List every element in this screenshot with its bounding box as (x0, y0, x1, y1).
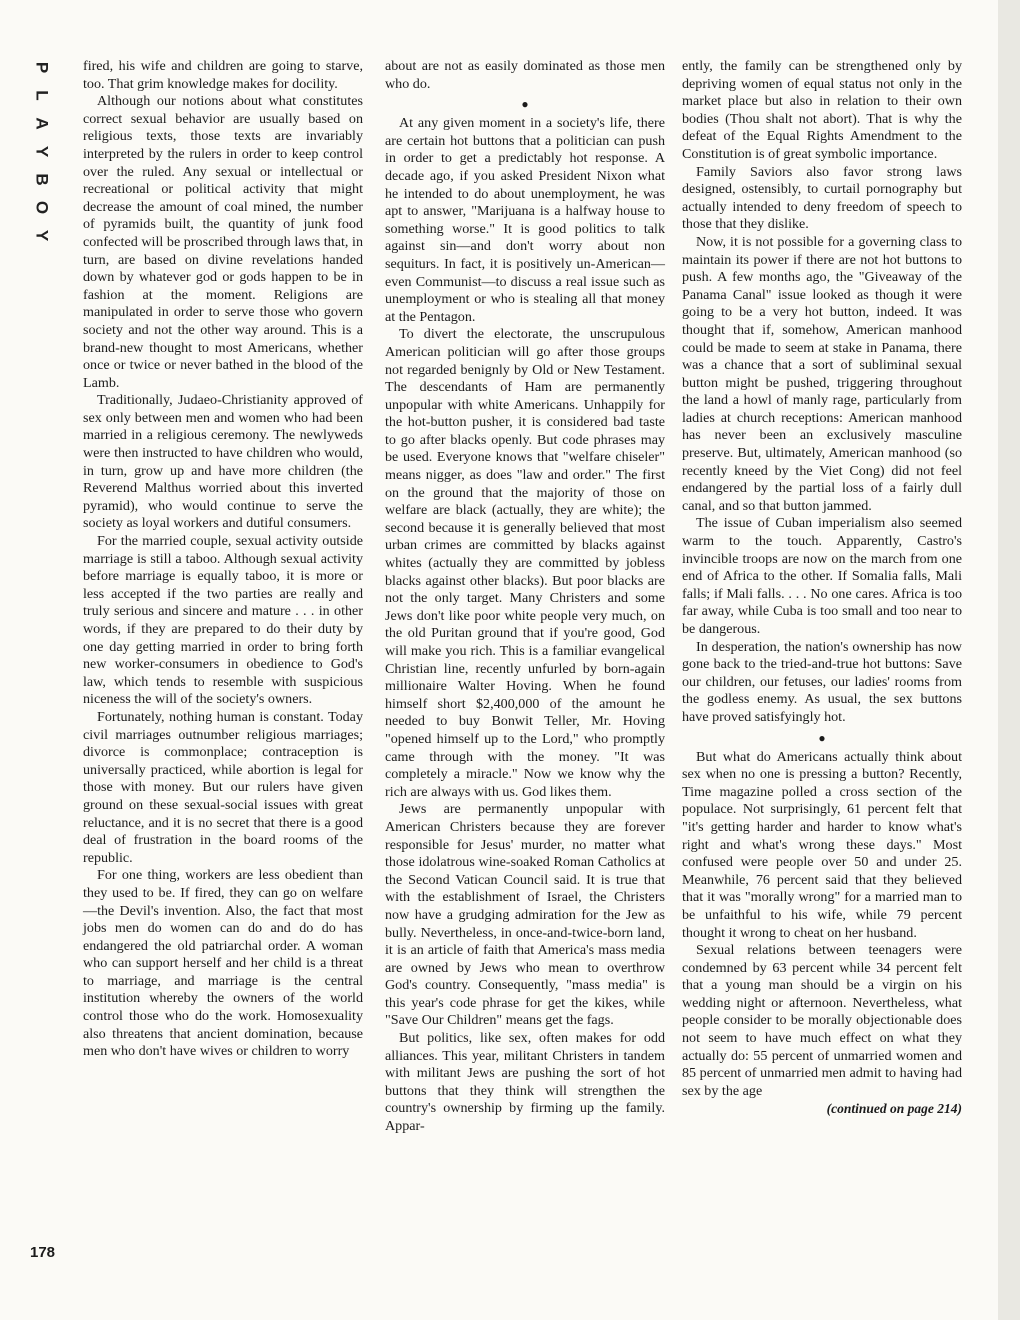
paragraph: For the married couple, sexual activity outside marriage is still a taboo. Although sexual activity before marriage is equally taboo, it is more or less accepted if the two parties are really and truly serious and sincere and mature . . . in other words, if they are prepared to do their duty by one day getting married in order to bring forth new worker-consumers in obedience to God's law, which tends to resemble with suspicious niceness the will of the society's owners. (83, 533, 363, 708)
section-divider: ● (521, 97, 529, 112)
magazine-letter: L (32, 90, 52, 101)
paragraph: The issue of Cuban imperialism also seemed warm to the touch. Apparently, Castro's invincible troops are now on the march from one end of Africa to the other. If Somalia falls, Mali falls; if Mali falls. . . . No one cares. Africa is too far away, while Cuba is too small and too near to be dangerous. (682, 515, 962, 637)
paragraph: But what do Americans actually think about sex when no one is pressing a button? Recently, Time magazine polled a cross section of the populace. Not surprisingly, 61 percent felt that "it's getting harder and harder to know what's right and what's wrong these days." Most confused were people over 50 and under 25. Meanwhile, 76 percent said that they believed that it was "morally wrong" for a married man to be unfaithful to his wife, while 79 percent thought it wrong to cheat on her husband. (682, 748, 962, 941)
paragraph: To divert the electorate, the unscrupulous American politician will go after those groups not regarded benignly by Old or New Testament. The descendants of Ham are permanently unpopular with white Americans. Unhappily for the hot-button pusher, it is considered bad taste to go after blacks openly. But code phrases may be used. Everyone knows that "welfare chiseler" means nigger, as does "law and order." The first on the ground that the majority of those on welfare are black (actually, they are white); the second because it is generally believed that most urban crimes are committed by blacks against whites (actually they are committed by jobless blacks against other blacks). But poor blacks are not the only target. Many Christers and some Jews don't like poor white people very much, on the old Puritan ground that if you're good, God will make you rich. This is a familiar evangelical Christian line, recently unfurled by born-again millionaire Walter Hoving. When he found himself short $2,400,000 of the amount he needed to buy Bonwit Teller, Mr. Hoving "opened himself up to the Lord," who promptly came through with the money. "It was completely a miracle." Now we know why the rich are always with us. God likes them. (385, 326, 665, 800)
paragraph: Family Saviors also favor strong laws designed, ostensibly, to curtail pornography but actually intended to deny freedom of speech to those that they dislike. (682, 163, 962, 233)
article-column-1 (83, 58, 363, 1061)
paragraph: fired, his wife and children are going to starve, too. That grim knowledge makes for docility. (83, 58, 363, 92)
article-column-3 (682, 58, 962, 1117)
paragraph: Sexual relations between teenagers were condemned by 63 percent while 34 percent felt that a young man should be a virgin on his wedding night or afternoon. Nevertheless, what people consider to be morally objectionable does not seem to have much effect on what they actually do: 55 percent of unmarried women and 85 percent of unmarried men admit to having had sex by the age (682, 942, 962, 1099)
paragraph: Although our notions about what constitutes correct sexual behavior are usually based on religious texts, those texts are invariably interpreted by the rulers in order to keep control over the ruled. Any sexual or intellectual or recreational or political activity that might decrease the amount of coal mined, the number of pyramids built, the quantity of junk food confected will be proscribed through laws that, in turn, are based on divine revelations handed down by whatever god or gods happen to be in fashion at the moment. Religions are manipulated in order to serve those who govern society and not the other way around. This is a brand-new thought to most Americans, whether once or twice or never bathed in the blood of the Lamb. (83, 93, 363, 391)
paragraph: At any given moment in a society's life, there are certain hot buttons that a politician can push in order to get a predictably hot response. A decade ago, if you asked President Nixon what he intended to do about unemployment, he was apt to answer, "Marijuana is a halfway house to something worse." It is good politics to talk against sin—and don't worry about non sequiturs. In fact, it is positively un-American—even Communist—to discuss a real issue such as unemployment or who is stealing all that money at the Pentagon. (385, 115, 665, 325)
paragraph: Now, it is not possible for a governing class to maintain its power if there are not hot buttons to push. A few months ago, the "Giveaway of the Panama Canal" issue looked as though it were going to be a very hot button, indeed. It was thought that if, somehow, American manhood could be made to seem at stake in Panama, there was a chance that a sort of subliminal sexual button might be pushed, triggering throughout the land a howl of manly rage, particularly from ladies at church receptions: American manhood has never been an exclusively masculine preserve. But, ultimately, American manhood (so recently kneed by the Viet Cong) did not feel endangered by the partial loss of a fairly dull canal, and so that button jammed. (682, 233, 962, 514)
paragraph: about are not as easily dominated as those men who do. (385, 58, 665, 92)
paragraph: ently, the family can be strengthened only by depriving women of equal status not only in the market place but also in relation to their own bodies (Thou shalt not abort). That is why the defeat of the Equal Rights Amendment to the Constitution is of great symbolic importance. (682, 58, 962, 162)
magazine-letter: B (32, 173, 52, 186)
magazine-letter: Y (32, 145, 52, 158)
article-column-2 (385, 58, 665, 1136)
page-number: 178 (30, 1244, 56, 1261)
magazine-letter: P (32, 61, 52, 74)
paragraph: Fortunately, nothing human is constant. Today civil marriages outnumber religious marriages; divorce is commonplace; contraception is universally practiced, while abortion is legal for those with money. But our rulers have given ground on these sexual-social issues with great reluctance, and it is no secret that there is a good deal of frustration in the board rooms of the republic. (83, 708, 363, 866)
magazine-name-vertical (30, 58, 54, 254)
section-divider: ● (818, 730, 826, 745)
paragraph: For one thing, workers are less obedient than they used to be. If fired, they can go on welfare—the Devil's invention. Also, the fact that most jobs men do women can do and do do has endangered the old patriarchal order. A woman who can support herself and her child is a threat to marriage, and marriage is the central institution whereby the owners of the world control those who do the work. Homosexuality also threatens that ancient domination, because men who don't have wives or children to worry (83, 867, 363, 1060)
paragraph: Jews are permanently unpopular with American Christers because they are forever responsible for Jesus' murder, no matter what those idolatrous wine-soaked Roman Catholics at the Second Vatican Council said. It is true that with the establishment of Israel, the Christers now have a grudging admiration for the Jew as bully. Nevertheless, in once-and-twice-born land, it is an article of faith that America's mass media are owned by Jews who mean to overthrow God's country. Consequently, "mass media" is this year's code phrase for get the kikes, while "Save Our Children" means get the fags. (385, 801, 665, 1029)
paragraph: In desperation, the nation's ownership has now gone back to the tried-and-true hot buttons: Save our children, our fetuses, our ladies' rooms from the godless enemy. As usual, the sex buttons have proved satisfyingly hot. (682, 638, 962, 725)
paragraph: But politics, like sex, often makes for odd alliances. This year, militant Christers in tandem with militant Jews are pushing the sort of hot buttons that they think will strengthen the country's ownership by firming up the family. Appar- (385, 1030, 665, 1135)
magazine-letter: O (32, 200, 52, 215)
continued-on-note: (continued on page 214) (826, 1101, 962, 1117)
magazine-letter: A (32, 117, 52, 130)
paragraph: Traditionally, Judaeo-Christianity approved of sex only between men and women who had been married in a religious ceremony. The newlyweds were then instructed to have children who would, in turn, grow up and have more children (the Reverend Malthus worried about this inverted pyramid), who would continue to serve the society as loyal workers and dutiful consumers. (83, 392, 363, 532)
magazine-letter: Y (32, 229, 52, 242)
page-edge (998, 0, 1020, 1320)
